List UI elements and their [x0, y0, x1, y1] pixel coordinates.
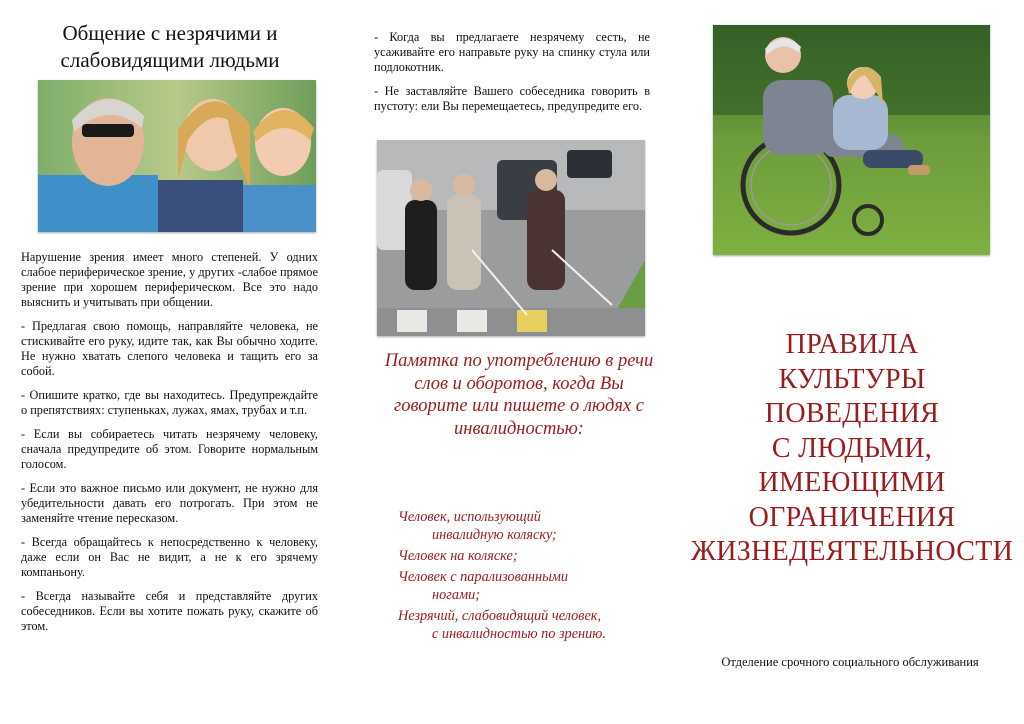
title-line: ПОВЕДЕНИЯ	[764, 398, 940, 429]
paragraph: - Предлагая свою помощь, направляйте человека, не стискивайте его руку, идите так, как Вы обычно ходите. Не нужно хватать слепого человека и тащить его за собой.	[21, 319, 318, 378]
memo-item-text: Человек с парализованными	[398, 569, 569, 585]
paragraph: - Когда вы предлагаете незрячему сесть, не усаживайте его направьте руку на спинку стула или подлокотник.	[374, 30, 650, 74]
paragraph: Нарушение зрения имеет много степеней. У одних слабое периферическое зрение, у других -слабое прямое зрение при хорошем периферическом. Все это надо выяснить и учитывать при общении.	[21, 250, 318, 309]
photo-man-with-children	[38, 80, 316, 232]
list-item	[398, 508, 668, 544]
organization-footer: Отделение срочного социального обслуживания	[721, 655, 979, 669]
memo-item-text: Человек, использующий	[398, 509, 541, 525]
photo-wheelchair-image	[713, 25, 990, 255]
paragraph: - Если вы собираетесь читать незрячему человеку, сначала предупредите об этом. Говорите нормальным голосом.	[21, 427, 318, 471]
memo-item-continuation: ногами;	[432, 587, 481, 603]
photo-wheelchair	[713, 25, 990, 255]
memo-item-text: Незрячий, слабовидящий человек,	[398, 608, 602, 624]
seating-advice-text	[374, 30, 650, 123]
paragraph: - Если это важное письмо или документ, не нужно для убедительности давать его потрогать. При этом не заменяйте чтение пересказом.	[21, 481, 318, 525]
photo-blind-people-crossing	[377, 140, 645, 336]
title-line: ПРАВИЛА	[785, 329, 919, 360]
section-title: Общение с незрячими и слабовидящими людьми	[60, 21, 280, 72]
title-line: ИМЕЮЩИМИ	[758, 467, 946, 498]
photo-blind-people-crossing-image	[377, 140, 645, 336]
memo-list	[398, 508, 668, 646]
paragraph: - Всегда обращайтесь к непосредственно к человеку, даже если он Вас не видит, а не к его зрячему компаньону.	[21, 535, 318, 579]
list-item	[398, 568, 668, 604]
paragraph: - Опишите кратко, где вы находитесь. Предупреждайте о препятствиях: ступеньках, лужах, ямах, трубах и т.п.	[21, 388, 318, 417]
paragraph: - Не заставляйте Вашего собеседника говорить в пустоту: ели Вы перемещаетесь, предупредите его.	[374, 84, 650, 113]
title-line: ОГРАНИЧЕНИЯ	[748, 501, 956, 533]
list-item	[398, 607, 668, 643]
memo-heading: Памятка по употреблению в речи слов и оборотов, когда Вы говорите или пишете о людях с инвалидностью:	[384, 351, 654, 439]
memo-item-continuation: с инвалидностью по зрению.	[432, 626, 606, 642]
memo-item-text: Человек на коляске;	[398, 548, 518, 564]
photo-man-with-children-image	[38, 80, 316, 232]
paragraph: - Всегда называйте себя и представляйте других собеседников. Если вы хотите пожать руку, скажите об этом.	[21, 589, 318, 633]
title-line: С ЛЮДЬМИ,	[771, 432, 933, 464]
brochure-title	[680, 328, 1024, 570]
memo-item-continuation: инвалидную коляску;	[432, 527, 557, 543]
visual-impairment-text	[21, 250, 318, 643]
title-line: ЖИЗНЕДЕЯТЕЛЬНОСТИ	[690, 536, 1014, 567]
title-line: КУЛЬТУРЫ	[778, 363, 926, 395]
list-item	[398, 547, 668, 565]
